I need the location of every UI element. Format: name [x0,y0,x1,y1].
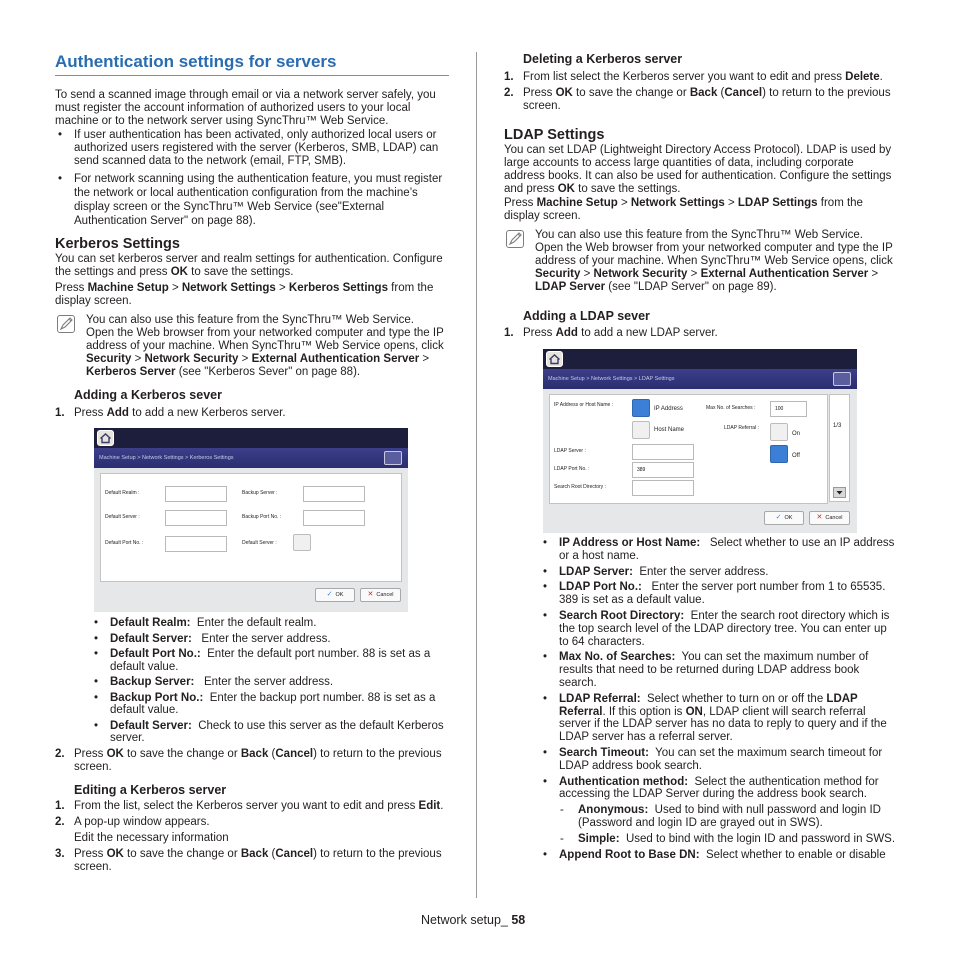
menu-icon[interactable] [833,372,851,386]
page-number: 58 [511,913,526,927]
default-server-label: Default Server : [105,514,140,520]
right-column [504,52,896,861]
settings-panel [549,394,828,504]
list-item: 1. Press Add to add a new Kerberos server. [55,407,286,419]
home-icon[interactable] [97,430,114,446]
list-item: • Backup Port No.: Enter the backup port number. 88 is set as a default value. [91,692,449,717]
page-title: Authentication settings for servers [55,52,449,76]
list-item: • IP Address or Host Name: Select whether to use an IP address or a host name. [540,537,896,563]
list-item: • Search Root Directory: Enter the search root directory which is the top search level of the LDAP directory tree. You can enter up to 64 characters. [540,610,896,648]
ldap-port-label: LDAP Port No. : [554,466,590,472]
list-item: 1. Press Add to add a new LDAP server. [504,327,718,339]
cancel-button[interactable]: ✕ Cancel [809,511,850,525]
search-root-label: Search Root Directory : [554,484,606,490]
list-item: • Default Server: Check to use this server as the default Kerberos server. [91,720,449,745]
referral-on-radio[interactable] [770,423,788,441]
check-icon: ✓ [775,514,782,521]
list-item: • LDAP Server: Enter the server address. [540,566,896,579]
list-item: - Simple: Used to bind with the login ID and password in SWS. [559,833,896,846]
host-name-radio[interactable] [632,421,650,439]
note-icon [506,230,524,248]
default-port-input[interactable] [165,536,227,552]
close-icon: ✕ [816,514,823,521]
ldap-field-list [504,537,896,861]
left-column [55,52,449,874]
editing-kerberos-heading: Editing a Kerberos server [74,782,227,797]
scrollbar[interactable] [829,394,850,502]
default-port-label: Default Port No. : [105,540,144,546]
list-item: • Default Realm: Enter the default realm. [91,617,449,630]
backup-port-input[interactable] [303,510,365,526]
kerberos-settings-screenshot [94,428,408,612]
ok-button[interactable]: ✓ OK [764,511,804,525]
max-searches-input[interactable]: 100 [770,401,807,417]
kerberos-paragraph: You can set kerberos server and realm settings for authentication. Configure the settings and press OK to save the settings. [55,253,443,278]
list-item: • Append Root to Base DN: Select whether to enable or disable [540,849,896,862]
home-icon[interactable] [546,351,563,367]
menu-icon[interactable] [384,451,402,465]
backup-port-label: Backup Port No. : [242,514,282,520]
list-item: 1. From list select the Kerberos server you want to edit and press Delete. [504,71,883,83]
list-item: • If user authentication has been activated, only authorized local users or authorized users registered with the server (Kerberos, SMB, LDAP) can send scanned data to the network (email, FTP, SMB). [55,129,449,168]
auth-method-sublist [559,804,896,845]
list-item: • Authentication method: Select the authentication method for accessing the LDAP Server during the address book search. - Anonymous: Used to bind with null password and login ID (Password and login ID are grayed out in SWS). - Simple: Used to bind with the login ID and password in SWS. [540,776,896,846]
adding-ldap-heading: Adding a LDAP sever [523,309,650,323]
ldap-port-input[interactable]: 389 [632,462,694,478]
max-searches-label: Max No. of Searches : [706,405,756,411]
default-server-check-label: Default Server : [242,540,277,546]
list-item: • Default Server: Enter the server address. [91,633,449,646]
ldap-path: Press Machine Setup > Network Settings > LDAP Settings from the display screen. [504,197,863,222]
ip-address-radio[interactable] [632,399,650,417]
list-item: 2. Press OK to save the change or Back (Cancel) to return to the previous screen. [504,87,891,112]
breadcrumb: Machine Setup > Network Settings > LDAP Settings [543,369,857,389]
adding-kerberos-steps [55,407,449,420]
chevron-down-icon [834,488,845,497]
referral-off-label: Off [792,453,800,459]
ldap-paragraph: You can set LDAP (Lightweight Directory Access Protocol). LDAP is used by large accounts to access large quantities of data, including corporate address books. It can also be used for authentication. Configure the settings and press OK to save the settings. [504,144,892,195]
list-item: 1. From the list, select the Kerberos server you want to edit and press Edit. [55,799,444,812]
list-item: • Search Timeout: You can set the maximum search timeout for LDAP address book search. [540,747,896,773]
intro-bullets [55,129,449,228]
adding-kerberos-heading: Adding a Kerberos sever [74,388,222,402]
breadcrumb: Machine Setup > Network Settings > Kerberos Settings [94,448,408,468]
backup-server-input[interactable] [303,486,365,502]
default-server-input[interactable] [165,510,227,526]
search-root-input[interactable] [632,480,694,496]
list-item: 3. Press OK to save the change or Back (Cancel) to return to the previous screen. [55,847,442,873]
host-name-option-label: Host Name [654,427,685,433]
list-item: - Anonymous: Used to bind with null password and login ID (Password and login ID are grayed out in SWS). [559,804,896,830]
settings-panel [100,473,402,582]
ldap-referral-label: LDAP Referral : [724,425,759,431]
note-icon [57,315,75,333]
ip-address-option-label: IP Address [654,406,683,412]
check-icon: ✓ [326,591,333,598]
default-realm-input[interactable] [165,486,227,502]
cancel-button[interactable]: ✕ Cancel [360,588,401,602]
kerberos-path: Press Machine Setup > Network Settings > Kerberos Settings from the display screen. [55,282,434,307]
ldap-heading: LDAP Settings [504,127,605,143]
kerberos-heading: Kerberos Settings [55,236,180,252]
deleting-kerberos-steps [504,71,896,113]
scroll-down-button[interactable] [833,487,846,498]
adding-ldap-steps [504,327,896,340]
list-item: • Max No. of Searches: You can set the maximum number of results that need to be returned during LDAP address book search. [540,651,896,689]
deleting-kerberos-heading: Deleting a Kerberos server [523,52,683,66]
kerberos-note: You can also use this feature from the SyncThru™ Web Service. Open the Web browser from your networked computer and type the IP address of your machine. When SyncThru™ Web Service opens, click Security > Network Security > External Authentication Server > Kerberos Server (see "Kerberos Sever" on page 88). [55,314,449,379]
list-item: • LDAP Port No.: Enter the server port number from 1 to 65535. 389 is set as a default value. [540,581,896,607]
kerberos-field-list [55,617,449,745]
list-item: 2. A pop-up window appears. Edit the necessary information [55,815,229,844]
column-divider [476,52,477,898]
referral-on-label: On [792,431,801,437]
ok-button[interactable]: ✓ OK [315,588,355,602]
page-indicator: 1/3 [833,423,842,429]
close-icon: ✕ [367,591,374,598]
ldap-server-label: LDAP Server : [554,448,586,454]
list-item: • Backup Server: Enter the server address. [91,676,449,689]
editing-kerberos-steps [55,800,449,874]
list-item: • Default Port No.: Enter the default port number. 88 is set as a default value. [91,648,449,673]
list-item: • LDAP Referral: Select whether to turn on or off the LDAP Referral. If this option is ON, LDAP client will search referral server if the LDAP server has no data to reply to query and if the LDAP server has a referral server. [540,693,896,744]
list-item: 2. Press OK to save the change or Back (Cancel) to return to the previous screen. [55,747,442,773]
default-realm-label: Default Realm : [105,490,140,496]
ldap-note: You can also use this feature from the SyncThru™ Web Service. Open the Web browser from your networked computer and type the IP address of your machine. When SyncThru™ Web Service opens, click Security > Network Security > External Authentication Server > LDAP Server (see "LDAP Server" on page 89). [504,229,896,294]
ldap-settings-screenshot [543,349,857,533]
adding-kerberos-steps-2 [55,748,449,774]
default-server-checkbox[interactable] [293,534,311,551]
page-footer: Network setup_ 58 [421,913,526,927]
referral-off-radio[interactable] [770,445,788,463]
intro-paragraph: To send a scanned image through email or via a network server safely, you must register the account information of authorized users to your local machine or to the network server using SyncThru™ Web Service. [55,89,436,127]
ip-address-label: IP Address or Host Name : [554,402,614,408]
backup-server-label: Backup Server : [242,490,278,496]
ldap-server-input[interactable] [632,444,694,460]
list-item: • For network scanning using the authentication feature, you must register the network or local authentication configuration from the machine’s display screen or the SyncThru™ Web Service (see"External Authentication Server" on page 88). [55,172,449,228]
